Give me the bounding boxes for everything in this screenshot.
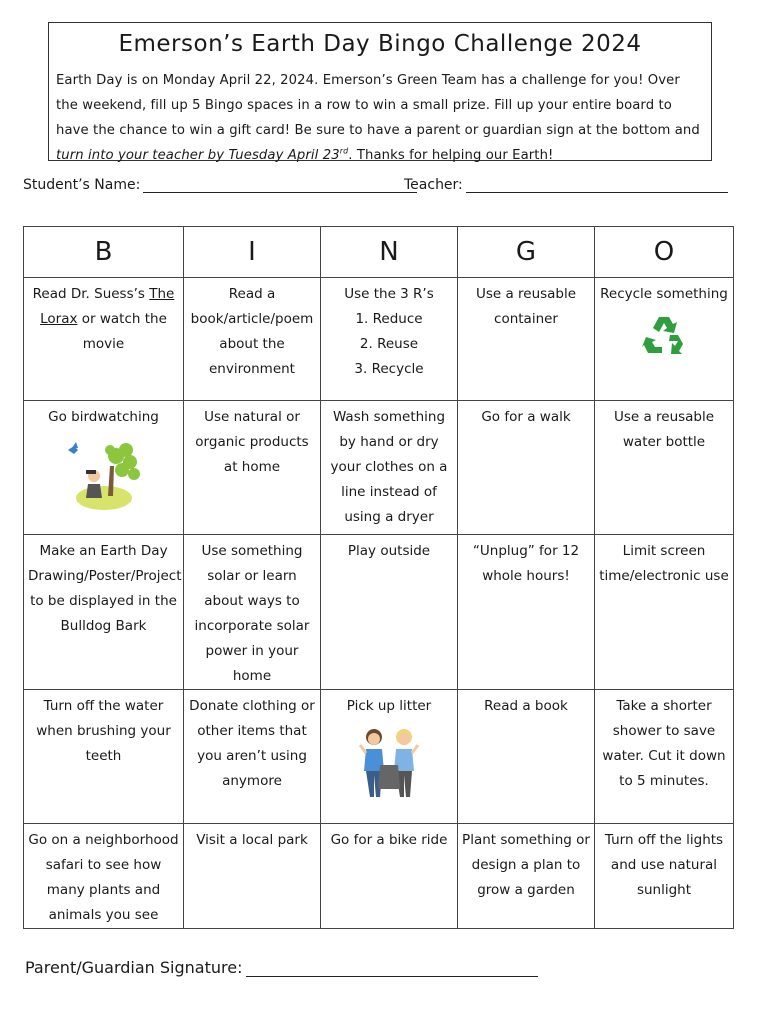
recycle-icon	[642, 313, 686, 357]
bingo-cell[interactable]	[321, 824, 458, 929]
intro-box	[48, 22, 712, 161]
column-header-n: N	[321, 227, 458, 278]
cell-text: “Unplug” for 12 whole hours!	[472, 543, 580, 584]
bingo-row	[24, 535, 734, 690]
cell-text: Go birdwatching	[48, 409, 159, 425]
bingo-cell[interactable]	[321, 535, 458, 690]
cell-text: Use a reusable container	[475, 286, 577, 327]
bingo-board	[23, 226, 734, 929]
cell-text: Play outside	[347, 543, 431, 559]
bingo-cell[interactable]	[595, 824, 734, 929]
cell-text: Use natural or organic products at home	[195, 409, 309, 475]
book-title: The Lorax	[40, 286, 175, 327]
three-rs-heading: Use the 3 R’s	[344, 286, 434, 302]
bingo-cell[interactable]	[458, 690, 595, 824]
teacher-field[interactable]	[404, 176, 728, 193]
cell-text: Go on a neighborhood safari to see how many plants and animals you see	[28, 832, 179, 923]
cell-text: Pick up litter	[346, 698, 432, 714]
bingo-cell[interactable]	[458, 278, 595, 401]
bingo-cell[interactable]: Read Dr. Suess’s The Lorax or watch the movie	[24, 278, 184, 401]
cell-text: Donate clothing or other items that you aren’t using anymore	[189, 698, 315, 789]
column-header-g: G	[458, 227, 595, 278]
intro-text	[56, 68, 705, 168]
list-item: 1. Reduce	[355, 311, 423, 327]
column-header-o: O	[595, 227, 734, 278]
student-name-label: Student’s Name:	[23, 177, 141, 193]
list-item: 2. Reuse	[359, 336, 419, 352]
kids-picking-litter-illustration	[356, 725, 422, 801]
cell-text: Turn off the lights and use natural sunlight	[604, 832, 724, 898]
bingo-cell[interactable]	[321, 690, 458, 824]
bingo-cell[interactable]	[458, 824, 595, 929]
bingo-cell[interactable]	[458, 401, 595, 535]
cell-text: Visit a local park	[196, 832, 308, 848]
bingo-cell[interactable]	[184, 401, 321, 535]
cell-text: Make an Earth Day Drawing/Poster/Project to be displayed in the Bulldog Bark	[28, 543, 182, 634]
signature-label: Parent/Guardian Signature:	[25, 958, 243, 977]
cell-text: Go for a bike ride	[330, 832, 448, 848]
cell-text: Go for a walk	[481, 409, 571, 425]
column-header-b: B	[24, 227, 184, 278]
cell-text: Turn off the water when brushing your teeth	[36, 698, 171, 764]
bingo-cell[interactable]	[184, 535, 321, 690]
intro-part-2: . Thanks for helping our Earth!	[348, 148, 554, 163]
bingo-cell[interactable]	[595, 401, 734, 535]
bingo-cell[interactable]	[184, 690, 321, 824]
cell-text: Plant something or design a plan to grow a garden	[462, 832, 590, 898]
bingo-row	[24, 690, 734, 824]
signature-line[interactable]	[246, 958, 538, 977]
cell-text: Recycle something	[600, 286, 728, 302]
signature-field[interactable]	[25, 958, 538, 977]
cell-text: Read a book	[484, 698, 568, 714]
bingo-cell[interactable]	[184, 824, 321, 929]
teacher-line[interactable]	[466, 176, 728, 193]
teacher-label: Teacher:	[404, 177, 463, 193]
bingo-cell[interactable]	[458, 535, 595, 690]
bingo-cell[interactable]	[321, 278, 458, 401]
bingo-header-row	[24, 227, 734, 278]
bingo-cell[interactable]	[24, 401, 184, 535]
bingo-cell[interactable]	[24, 535, 184, 690]
page-title: Emerson’s Earth Day Bingo Challenge 2024	[118, 31, 642, 57]
bingo-row	[24, 278, 734, 401]
bingo-cell[interactable]	[595, 278, 734, 401]
intro-superscript: rd	[339, 146, 349, 156]
intro-emphasis: turn into your teacher by Tuesday April 23rd	[56, 146, 349, 163]
list-item: 3. Recycle	[354, 361, 424, 377]
bingo-cell[interactable]	[595, 535, 734, 690]
intro-part-1: Earth Day is on Monday April 22, 2024. Emerson’s Green Team has a challenge for you! Over the weekend, fill up 5 Bingo spaces in a row to win a small prize. Fill up your entire board to have the chance to win a gift card! Be sure to have a parent or guardian sign at the bottom and	[56, 73, 700, 138]
three-rs-list	[325, 307, 453, 382]
cell-text: Limit screen time/electronic use	[599, 543, 729, 584]
student-name-field[interactable]	[23, 176, 417, 193]
bingo-cell[interactable]	[321, 401, 458, 535]
cell-text: Use something solar or learn about ways to incorporate solar power in your home	[194, 543, 310, 684]
bingo-cell[interactable]	[24, 824, 184, 929]
bingo-row	[24, 401, 734, 535]
birdwatching-illustration	[64, 436, 144, 512]
column-header-i: I	[184, 227, 321, 278]
student-name-line[interactable]	[143, 176, 417, 193]
cell-text: Use a reusable water bottle	[613, 409, 715, 450]
cell-text: Wash something by hand or dry your clothes on a line instead of using a dryer	[330, 409, 448, 525]
cell-text: Read a book/article/poem about the environment	[190, 286, 314, 377]
bingo-cell[interactable]	[24, 690, 184, 824]
bingo-row	[24, 824, 734, 929]
bingo-cell[interactable]	[595, 690, 734, 824]
cell-text: Take a shorter shower to save water. Cut it down to 5 minutes.	[602, 698, 726, 789]
bingo-cell[interactable]	[184, 278, 321, 401]
